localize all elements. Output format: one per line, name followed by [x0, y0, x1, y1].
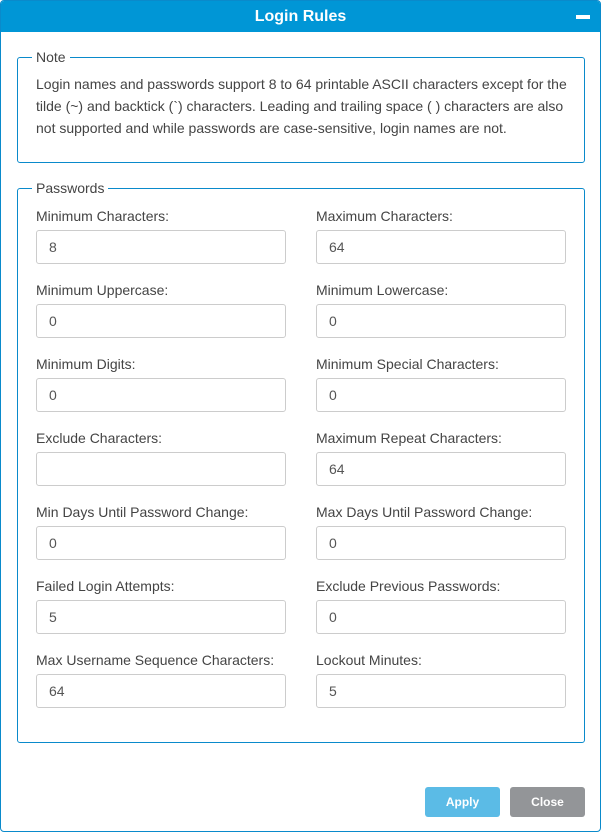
password-rule-field: [36, 208, 286, 264]
note-text: Login names and passwords support 8 to 64 printable ASCII characters except for the tilde (~) and backtick (`) characters. Leading and trailing space ( ) characters are also not supported and while passwords are case-sensitive, login names are not.: [36, 76, 567, 136]
field-input[interactable]: [36, 674, 286, 708]
field-label: Min Days Until Password Change:: [36, 504, 249, 520]
password-rule-field: [36, 504, 286, 560]
field-input[interactable]: [316, 304, 566, 338]
password-rule-field: [36, 356, 286, 412]
note-legend: Note: [36, 49, 66, 65]
field-label: Max Days Until Password Change:: [316, 504, 533, 520]
password-rule-field: [36, 652, 286, 708]
field-input[interactable]: [36, 600, 286, 634]
field-label: Maximum Repeat Characters:: [316, 430, 502, 446]
password-rule-field: [316, 504, 566, 560]
field-label: Maximum Characters:: [316, 208, 453, 224]
field-label: Minimum Digits:: [36, 356, 136, 372]
password-rule-field: [316, 652, 566, 708]
dialog-title: Login Rules: [254, 8, 347, 25]
apply-button[interactable]: Apply: [425, 787, 500, 817]
field-label: Exclude Characters:: [36, 430, 163, 446]
field-label: Minimum Lowercase:: [316, 282, 449, 298]
dialog-header: [1, 1, 600, 32]
password-rule-field: [316, 430, 566, 486]
field-label: Minimum Special Characters:: [316, 356, 499, 372]
field-input[interactable]: [36, 526, 286, 560]
field-input[interactable]: [316, 378, 566, 412]
passwords-legend: Passwords: [36, 180, 105, 196]
password-rule-field: [316, 356, 566, 412]
note-section: [17, 49, 585, 163]
field-input[interactable]: [36, 304, 286, 338]
close-button[interactable]: Close: [510, 787, 585, 817]
field-input[interactable]: [316, 600, 566, 634]
field-input[interactable]: [316, 452, 566, 486]
field-input[interactable]: [36, 378, 286, 412]
field-label: Lockout Minutes:: [316, 652, 422, 668]
field-label: Minimum Uppercase:: [36, 282, 169, 298]
password-rule-field: [316, 208, 566, 264]
field-input[interactable]: [36, 230, 286, 264]
password-rule-field: [36, 282, 286, 338]
field-label: Exclude Previous Passwords:: [316, 578, 501, 594]
field-input[interactable]: [316, 230, 566, 264]
field-label: Failed Login Attempts:: [36, 578, 175, 594]
field-label: Max Username Sequence Characters:: [36, 652, 275, 668]
field-input[interactable]: [316, 526, 566, 560]
password-rule-field: [36, 578, 286, 634]
password-rule-field: [36, 430, 286, 486]
minimize-icon[interactable]: [576, 15, 590, 19]
field-input[interactable]: [36, 452, 286, 486]
password-rule-field: [316, 282, 566, 338]
field-label: Minimum Characters:: [36, 208, 170, 224]
password-rule-field: [316, 578, 566, 634]
field-input[interactable]: [316, 674, 566, 708]
